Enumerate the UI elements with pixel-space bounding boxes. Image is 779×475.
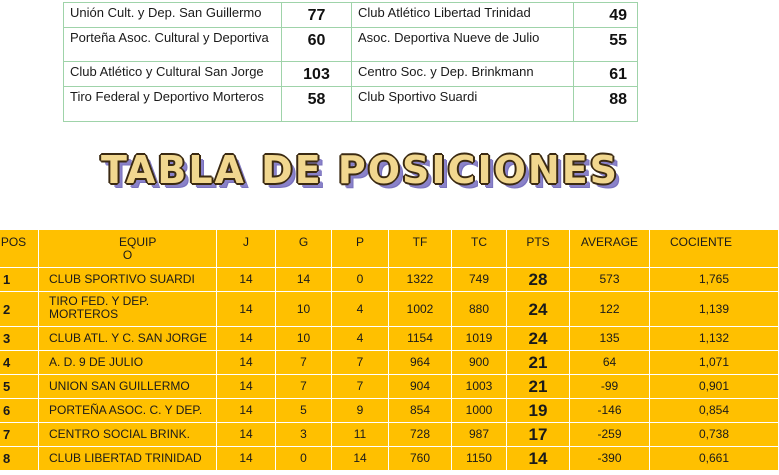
row-average: -146 <box>570 399 650 423</box>
row-tf: 1322 <box>389 268 452 292</box>
row-average: 135 <box>570 327 650 351</box>
row-j: 14 <box>217 375 276 399</box>
header-team: EQUIP O <box>39 230 217 268</box>
row-pts: 19 <box>507 399 570 423</box>
row-tc: 900 <box>452 351 507 375</box>
row-pos: 3 <box>0 327 39 351</box>
home-team: Porteña Asoc. Cultural y Deportiva <box>64 28 282 62</box>
row-pos: 8 <box>0 447 39 471</box>
row-average: -259 <box>570 423 650 447</box>
row-tf: 760 <box>389 447 452 471</box>
row-pts: 21 <box>507 375 570 399</box>
row-j: 14 <box>217 423 276 447</box>
row-pts: 14 <box>507 447 570 471</box>
standings-row <box>0 292 779 327</box>
row-pos: 1 <box>0 268 39 292</box>
row-cociente: 0,901 <box>650 375 779 399</box>
row-average: -99 <box>570 375 650 399</box>
standings-row <box>0 375 779 399</box>
row-g: 14 <box>276 268 332 292</box>
home-team: Tiro Federal y Deportivo Morteros <box>64 87 282 122</box>
standings-row <box>0 447 779 471</box>
header-average: AVERAGE <box>570 230 650 268</box>
row-pos: 2 <box>0 292 39 327</box>
row-team: CLUB LIBERTAD TRINIDAD <box>39 447 217 471</box>
row-team: PORTEÑA ASOC. C. Y DEP. <box>39 399 217 423</box>
row-j: 14 <box>217 268 276 292</box>
row-p: 7 <box>332 375 389 399</box>
row-tf: 854 <box>389 399 452 423</box>
home-team: Club Atlético y Cultural San Jorge <box>64 62 282 87</box>
row-tc: 1000 <box>452 399 507 423</box>
home-score: 103 <box>282 62 352 87</box>
row-pts: 24 <box>507 292 570 327</box>
row-pos: 7 <box>0 423 39 447</box>
header-cociente: COCIENTE <box>650 230 779 268</box>
row-tf: 964 <box>389 351 452 375</box>
result-row <box>64 28 638 62</box>
row-g: 10 <box>276 327 332 351</box>
row-tc: 1150 <box>452 447 507 471</box>
away-score: 55 <box>574 28 638 62</box>
row-average: 64 <box>570 351 650 375</box>
row-j: 14 <box>217 447 276 471</box>
row-tf: 728 <box>389 423 452 447</box>
row-team: CLUB ATL. Y C. SAN JORGE <box>39 327 217 351</box>
home-score: 58 <box>282 87 352 122</box>
header-pos: POS <box>0 230 39 268</box>
row-pos: 4 <box>0 351 39 375</box>
result-row <box>64 62 638 87</box>
away-team: Club Sportivo Suardi <box>352 87 574 122</box>
row-j: 14 <box>217 351 276 375</box>
page-title: TABLA DE POSICIONES <box>100 148 620 192</box>
header-g: G <box>276 230 332 268</box>
row-team: TIRO FED. Y DEP. MORTEROS <box>39 292 217 327</box>
away-team: Club Atlético Libertad Trinidad <box>352 3 574 28</box>
row-pts: 17 <box>507 423 570 447</box>
row-j: 14 <box>217 399 276 423</box>
header-p: P <box>332 230 389 268</box>
row-cociente: 1,132 <box>650 327 779 351</box>
row-g: 0 <box>276 447 332 471</box>
result-row <box>64 87 638 122</box>
away-score: 49 <box>574 3 638 28</box>
row-p: 4 <box>332 292 389 327</box>
row-cociente: 0,738 <box>650 423 779 447</box>
away-team: Asoc. Deportiva Nueve de Julio <box>352 28 574 62</box>
row-tf: 1002 <box>389 292 452 327</box>
row-tc: 1019 <box>452 327 507 351</box>
header-tf: TF <box>389 230 452 268</box>
row-pts: 21 <box>507 351 570 375</box>
row-tc: 880 <box>452 292 507 327</box>
row-team: UNION SAN GUILLERMO <box>39 375 217 399</box>
row-tf: 1154 <box>389 327 452 351</box>
standings-row <box>0 423 779 447</box>
row-g: 3 <box>276 423 332 447</box>
row-pos: 6 <box>0 399 39 423</box>
standings-row <box>0 399 779 423</box>
row-g: 10 <box>276 292 332 327</box>
match-results-table <box>63 2 638 122</box>
row-pos: 5 <box>0 375 39 399</box>
row-average: 122 <box>570 292 650 327</box>
row-tc: 749 <box>452 268 507 292</box>
row-cociente: 1,071 <box>650 351 779 375</box>
row-tf: 904 <box>389 375 452 399</box>
row-cociente: 1,139 <box>650 292 779 327</box>
row-team: A. D. 9 DE JULIO <box>39 351 217 375</box>
header-pts: PTS <box>507 230 570 268</box>
row-cociente: 0,661 <box>650 447 779 471</box>
row-p: 9 <box>332 399 389 423</box>
row-pts: 24 <box>507 327 570 351</box>
away-score: 61 <box>574 62 638 87</box>
row-j: 14 <box>217 292 276 327</box>
row-p: 14 <box>332 447 389 471</box>
row-p: 11 <box>332 423 389 447</box>
row-p: 0 <box>332 268 389 292</box>
row-j: 14 <box>217 327 276 351</box>
header-tc: TC <box>452 230 507 268</box>
row-tc: 987 <box>452 423 507 447</box>
standings-row <box>0 327 779 351</box>
row-p: 4 <box>332 327 389 351</box>
row-tc: 1003 <box>452 375 507 399</box>
row-g: 5 <box>276 399 332 423</box>
home-team: Unión Cult. y Dep. San Guillermo <box>64 3 282 28</box>
row-team: CLUB SPORTIVO SUARDI <box>39 268 217 292</box>
standings-table <box>0 229 779 471</box>
row-average: -390 <box>570 447 650 471</box>
standings-row <box>0 268 779 292</box>
row-cociente: 0,854 <box>650 399 779 423</box>
away-team: Centro Soc. y Dep. Brinkmann <box>352 62 574 87</box>
row-g: 7 <box>276 351 332 375</box>
home-score: 60 <box>282 28 352 62</box>
home-score: 77 <box>282 3 352 28</box>
row-pts: 28 <box>507 268 570 292</box>
result-row <box>64 3 638 28</box>
row-team: CENTRO SOCIAL BRINK. <box>39 423 217 447</box>
row-g: 7 <box>276 375 332 399</box>
away-score: 88 <box>574 87 638 122</box>
row-cociente: 1,765 <box>650 268 779 292</box>
standings-header-row <box>0 230 779 268</box>
row-p: 7 <box>332 351 389 375</box>
row-average: 573 <box>570 268 650 292</box>
standings-row <box>0 351 779 375</box>
header-j: J <box>217 230 276 268</box>
